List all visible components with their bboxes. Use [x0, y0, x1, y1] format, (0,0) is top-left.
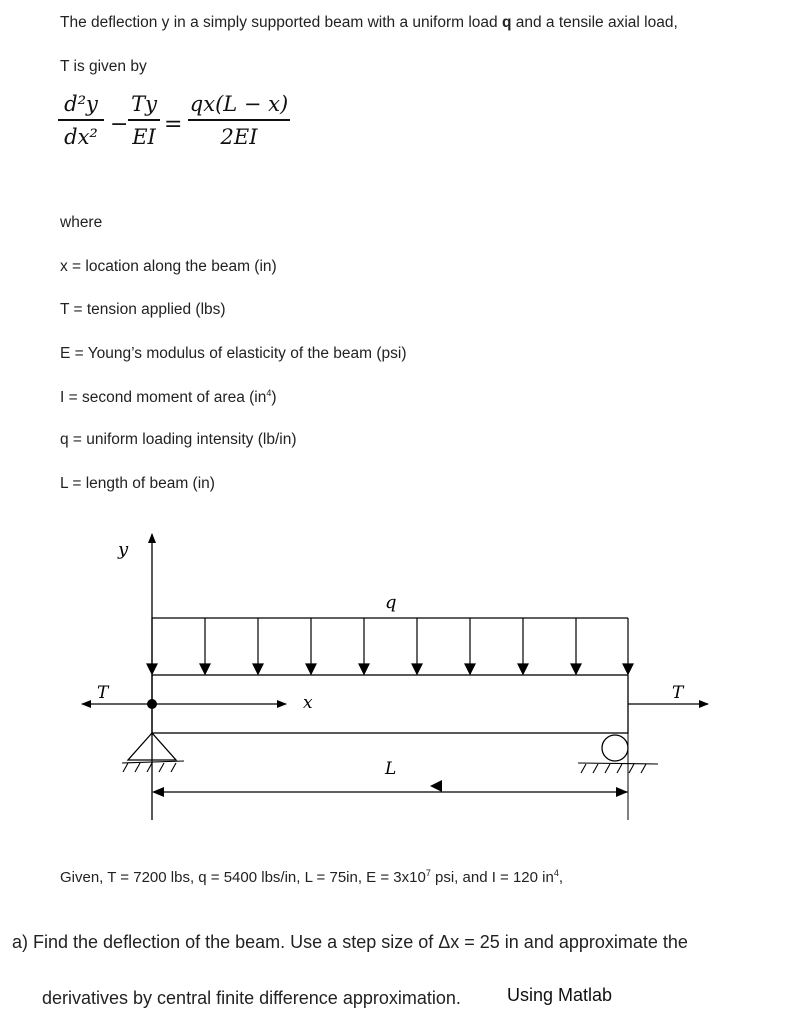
minus-sign: −: [110, 112, 129, 137]
y-axis-label: y: [118, 539, 129, 560]
pin-support-hatch: [122, 761, 184, 772]
x-axis-label: x: [303, 693, 313, 713]
term2-denominator: EI: [132, 124, 156, 149]
question-line-2: derivatives by central finite difference approximation.: [42, 988, 461, 1008]
definition-t: T = tension applied (lbs): [60, 301, 226, 318]
length-mid-marker: [430, 780, 442, 792]
definition-e: E = Young’s modulus of elasticity of the beam (psi): [60, 345, 407, 362]
length-arrow-right: [616, 787, 628, 797]
question-line-1: a) Find the deflection of the beam. Use a step size of Δx = 25 in and approximate the: [12, 932, 688, 952]
fraction-bar: [128, 119, 160, 121]
given-text-c: ,: [558, 869, 564, 886]
definition-x: x = location along the beam (in): [60, 258, 277, 275]
equals-sign: =: [164, 112, 183, 137]
load-arrows: [147, 618, 633, 674]
load-label: q: [385, 592, 397, 613]
fraction-d2y-dx2: [58, 92, 104, 149]
given-e-exponent: 7: [425, 868, 431, 878]
definition-l: L = length of beam (in): [60, 475, 215, 492]
roller-support: [602, 735, 628, 761]
given-values: [60, 868, 563, 886]
beam-diagram: [0, 520, 786, 830]
definition-i: [60, 388, 277, 407]
roller-support-hatch: [578, 763, 658, 773]
definition-i-text: I = second moment of area (in: [60, 389, 267, 407]
tension-left-label: T: [97, 683, 109, 703]
given-text-b: psi, and I = 120 in: [430, 869, 554, 886]
fraction-ty-ei: [128, 92, 160, 149]
length-label: L: [385, 759, 397, 779]
given-i-exponent: 4: [553, 868, 559, 878]
intro-text-b: and a tensile axial load,: [511, 14, 678, 31]
intro-text-a: The deflection y in a simply supported beam with a uniform load: [60, 14, 502, 31]
definition-q: q = uniform loading intensity (lb/in): [60, 431, 297, 448]
matlab-note: Using Matlab: [507, 985, 613, 1005]
fraction-bar: [188, 119, 290, 121]
given-text-a: Given, T = 7200 lbs, q = 5400 lbs/in, L = 75in, E = 3x10: [60, 869, 426, 886]
term3-numerator: qx(L − x): [189, 92, 289, 116]
fraction-rhs: [188, 92, 290, 149]
term1-numerator: d²y: [64, 92, 98, 116]
intro-q-bold: q: [501, 14, 512, 31]
term1-denominator: dx²: [64, 124, 98, 149]
definition-i-close: ): [271, 389, 277, 407]
intro-line-2: T is given by: [60, 58, 147, 75]
definition-i-exponent: 4: [266, 388, 272, 398]
term2-numerator: Ty: [131, 92, 157, 116]
where-label: where: [60, 214, 103, 231]
term3-denominator: 2EI: [220, 124, 258, 149]
intro-line-1: [60, 14, 678, 32]
length-arrow-left: [152, 787, 164, 797]
fraction-bar: [58, 119, 104, 121]
tension-right-label: T: [672, 683, 684, 703]
